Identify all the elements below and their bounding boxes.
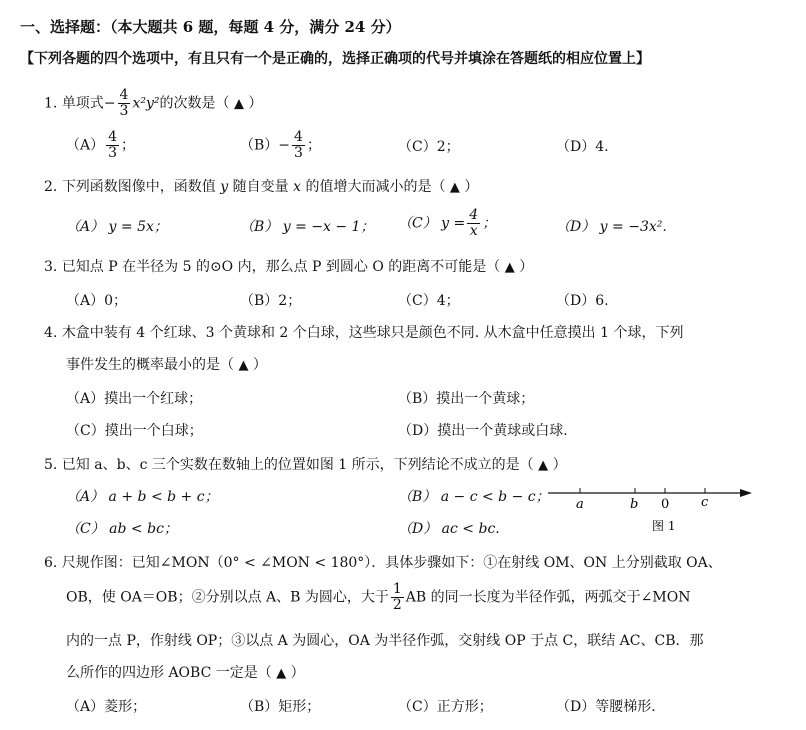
q1-option-b[interactable]: （B）− $\frac{4}{3}$ ； bbox=[240, 129, 321, 161]
q2-option-a[interactable]: （A） y = 5x； bbox=[66, 219, 168, 235]
q3-option-c[interactable]: （C）4； bbox=[398, 293, 460, 309]
q1-option-d[interactable]: （D）4. bbox=[556, 139, 609, 155]
question-4-stem-line1: 4. 木盒中装有 4 个红球、3 个黄球和 2 个白球，这些球只是颜色不同. 从木盒中任意摸出 1 个球，下列 bbox=[44, 325, 684, 341]
q5-option-c[interactable]: （C） ab < bc； bbox=[66, 521, 178, 537]
answer-marker: ▲ bbox=[538, 458, 549, 473]
label-b: b bbox=[630, 497, 639, 512]
question-2-stem: 2. 下列函数图像中，函数值 y 随自变量 x 的值增大而减小的是（ ▲ ） bbox=[44, 179, 479, 195]
question-4-stem-line2: 事件发生的概率最小的是（ ▲ ） bbox=[66, 357, 267, 373]
q5-option-d[interactable]: （D） ac < bc. bbox=[398, 521, 500, 537]
q6-option-d[interactable]: （D）等腰梯形. bbox=[556, 699, 656, 715]
q1-option-c[interactable]: （C）2； bbox=[398, 139, 460, 155]
stem-text: 单项式 bbox=[61, 95, 104, 112]
section-instruction: 【下列各题的四个选项中，有且只有一个是正确的，选择正确项的代号并填涂在答题纸的相应位置上】 bbox=[20, 51, 650, 67]
fraction-half: $\frac{1}{2}$ bbox=[392, 581, 402, 613]
answer-marker: ▲ bbox=[449, 180, 460, 195]
answer-marker: ▲ bbox=[504, 260, 515, 275]
q5-option-a[interactable]: （A） a + b < b + c； bbox=[66, 489, 219, 505]
number-line-arrow bbox=[740, 489, 752, 497]
label-a: a bbox=[576, 497, 584, 512]
question-1-stem: 1. 单项式− $\frac{4}{3}$ x²y²的次数是（ ▲ ） bbox=[44, 87, 263, 119]
monomial-vars: x²y² bbox=[132, 95, 160, 112]
q4-option-b[interactable]: （B）摸出一个黄球； bbox=[398, 391, 535, 407]
q3-option-b[interactable]: （B）2； bbox=[240, 293, 302, 309]
figure-caption: 图 1 bbox=[652, 519, 676, 533]
q4-option-a[interactable]: （A）摸出一个红球； bbox=[66, 391, 203, 407]
q4-option-d[interactable]: （D）摸出一个黄球或白球. bbox=[398, 423, 568, 439]
question-6-line2: OB，使 OA＝OB；②分别以点 A、B 为圆心，大于 $\frac{1}{2}$ AB 的同一长度为半径作弧，两弧交于∠MON bbox=[66, 581, 691, 613]
q3-option-a[interactable]: （A）0； bbox=[66, 293, 128, 309]
number-line-figure bbox=[546, 482, 756, 534]
coef-sign: − bbox=[103, 95, 116, 112]
answer-marker: ▲ bbox=[233, 96, 244, 112]
q3-option-d[interactable]: （D）6. bbox=[556, 293, 609, 309]
q2-option-b[interactable]: （B） y = −x − 1； bbox=[240, 219, 375, 235]
question-6-line4: 么所作的四边形 AOBC 一定是（ ▲ ） bbox=[66, 665, 305, 681]
fraction: $\frac{4}{3}$ bbox=[119, 87, 129, 119]
q6-option-b[interactable]: （B）矩形； bbox=[240, 699, 321, 715]
question-number: 1. bbox=[44, 95, 58, 112]
q6-option-c[interactable]: （C）正方形； bbox=[398, 699, 493, 715]
section-title: 一、选择题：（本大题共 6 题，每题 4 分，满分 24 分） bbox=[20, 18, 401, 36]
q5-option-b[interactable]: （B） a − c < b − c； bbox=[398, 489, 550, 505]
q6-option-a[interactable]: （A）菱形； bbox=[66, 699, 147, 715]
question-5-stem: 5. 已知 a、b、c 三个实数在数轴上的位置如图 1 所示，下列结论不成立的是（ ▲ ） bbox=[44, 457, 567, 473]
question-6-line3: 内的一点 P，作射线 OP；③以点 A 为圆心，OA 为半径作弧，交射线 OP 于点 C，联结 AC、CB．那 bbox=[66, 633, 704, 649]
label-zero: 0 bbox=[661, 497, 670, 512]
question-3-stem: 3. 已知点 P 在半径为 5 的⊙O 内，那么点 P 到圆心 O 的距离不可能是（ ▲ ） bbox=[44, 259, 534, 275]
q4-option-c[interactable]: （C）摸出一个白球； bbox=[66, 423, 203, 439]
label-c: c bbox=[701, 495, 709, 510]
q2-option-c[interactable]: （C） y = $\frac{4}{x}$ ； bbox=[398, 207, 497, 239]
q1-option-a[interactable]: （A） $\frac{4}{3}$ ； bbox=[66, 129, 136, 161]
answer-marker: ▲ bbox=[276, 666, 287, 681]
answer-marker: ▲ bbox=[238, 358, 249, 373]
question-6-line1: 6. 尺规作图：已知∠MON（0° < ∠MON < 180°）．具体步骤如下：①在射线 OM、ON 上分别截取 OA、 bbox=[44, 555, 722, 571]
q2-option-d[interactable]: （D） y = −3x². bbox=[556, 219, 667, 235]
